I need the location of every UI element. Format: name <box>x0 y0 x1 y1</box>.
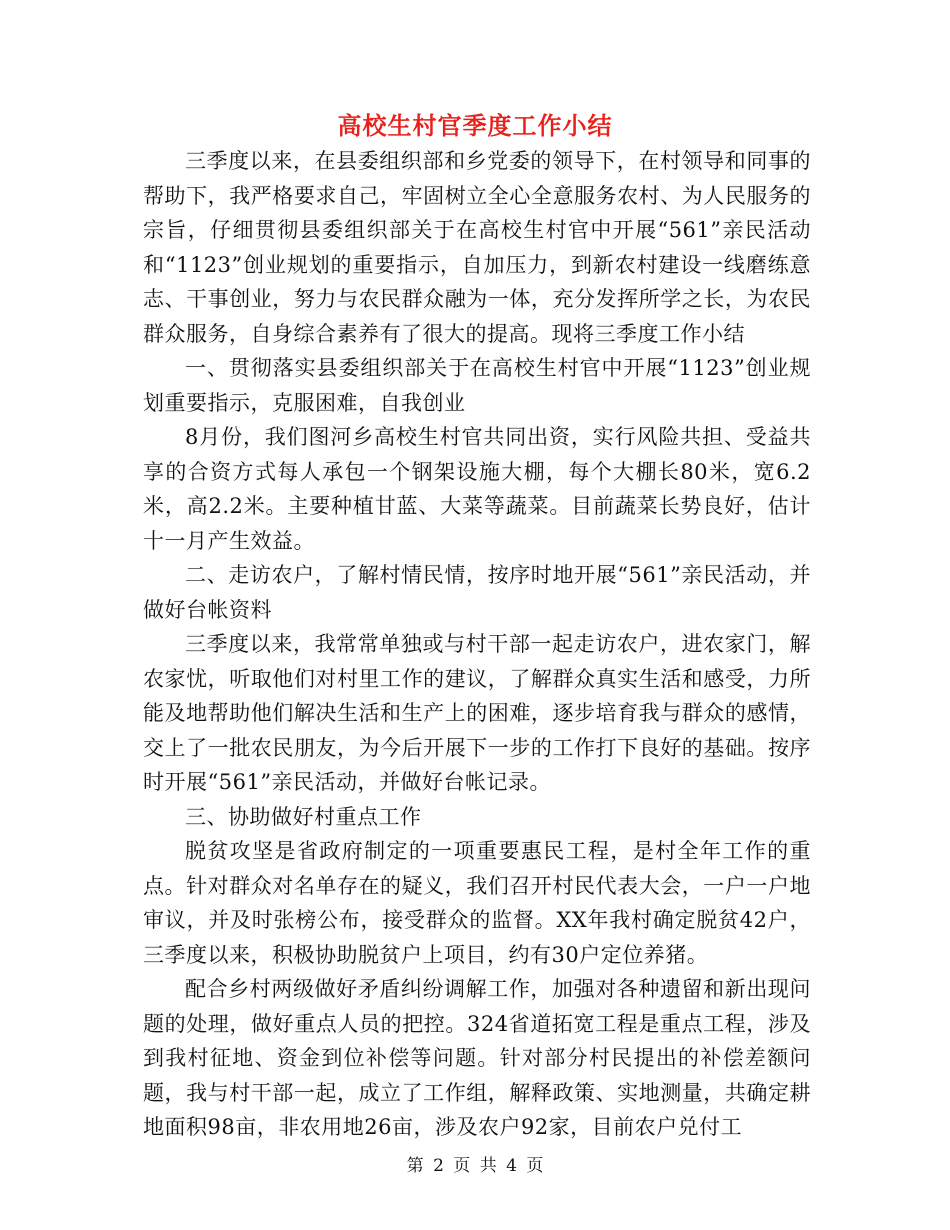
paragraph-intro: 三季度以来，在县委组织部和乡党委的领导下，在村领导和同事的帮助下，我严格要求自己，牢固树立全心全意服务农村、为人民服务的宗旨，仔细贯彻县委组织部关于在高校生村官中开展“561”亲民活动和“1123”创业规划的重要指示，自加压力，到新农村建设一线磨练意志、干事创业，努力与农民群众融为一体，充分发挥所学之长，为农民群众服务，自身综合素养有了很大的提高。现将三季度工作小结 <box>143 149 811 346</box>
paragraph-visits: 三季度以来，我常常单独或与村干部一起走访农户，进农家门，解农家忧，听取他们对村里工作的建议，了解群众真实生活和感受，力所能及地帮助他们解决生活和生产上的困难，逐步培育我与群众的感情，交上了一批农民朋友，为今后开展下一步的工作打下良好的基础。按序时开展“561”亲民活动，并做好台帐记录。 <box>143 632 811 794</box>
document-title: 高校生村官季度工作小结 <box>337 111 613 140</box>
section-heading-2: 二、走访农户，了解村情民情，按序时地开展“561”亲民活动，并做好台帐资料 <box>143 563 811 622</box>
paragraph-disputes: 配合乡村两级做好矛盾纠纷调解工作，加强对各种遗留和新出现问题的处理，做好重点人员的把控。324省道拓宽工程是重点工程，涉及到我村征地、资金到位补偿等问题。针对部分村民提出的补偿差额问题，我与村干部一起，成立了工作组，解释政策、实地测量，共确定耕地面积98亩，非农用地26亩，涉及农户92家，目前农户兑付工 <box>143 977 811 1139</box>
section-heading-1: 一、贯彻落实县委组织部关于在高校生村官中开展“1123”创业规划重要指示，克服困难，自我创业 <box>143 356 811 415</box>
document-body <box>143 144 811 1145</box>
page-number: 第 2 页 共 4 页 <box>406 1156 544 1176</box>
section-heading-3: 三、协助做好村重点工作 <box>185 804 422 829</box>
paragraph-greenhouse: 8月份，我们图河乡高校生村官共同出资，实行风险共担、受益共享的合资方式每人承包一个钢架设施大棚，每个大棚长80米，宽6.2米，高2.2米。主要种植甘蓝、大菜等蔬菜。目前蔬菜长势良好，估计十一月产生效益。 <box>143 425 811 553</box>
paragraph-poverty: 脱贫攻坚是省政府制定的一项重要惠民工程，是村全年工作的重点。针对群众对名单存在的疑义，我们召开村民代表大会，一户一户地审议，并及时张榜公布，接受群众的监督。XX年我村确定脱贫42户，三季度以来，积极协助脱贫户上项目，约有30户定位养猪。 <box>143 839 811 967</box>
